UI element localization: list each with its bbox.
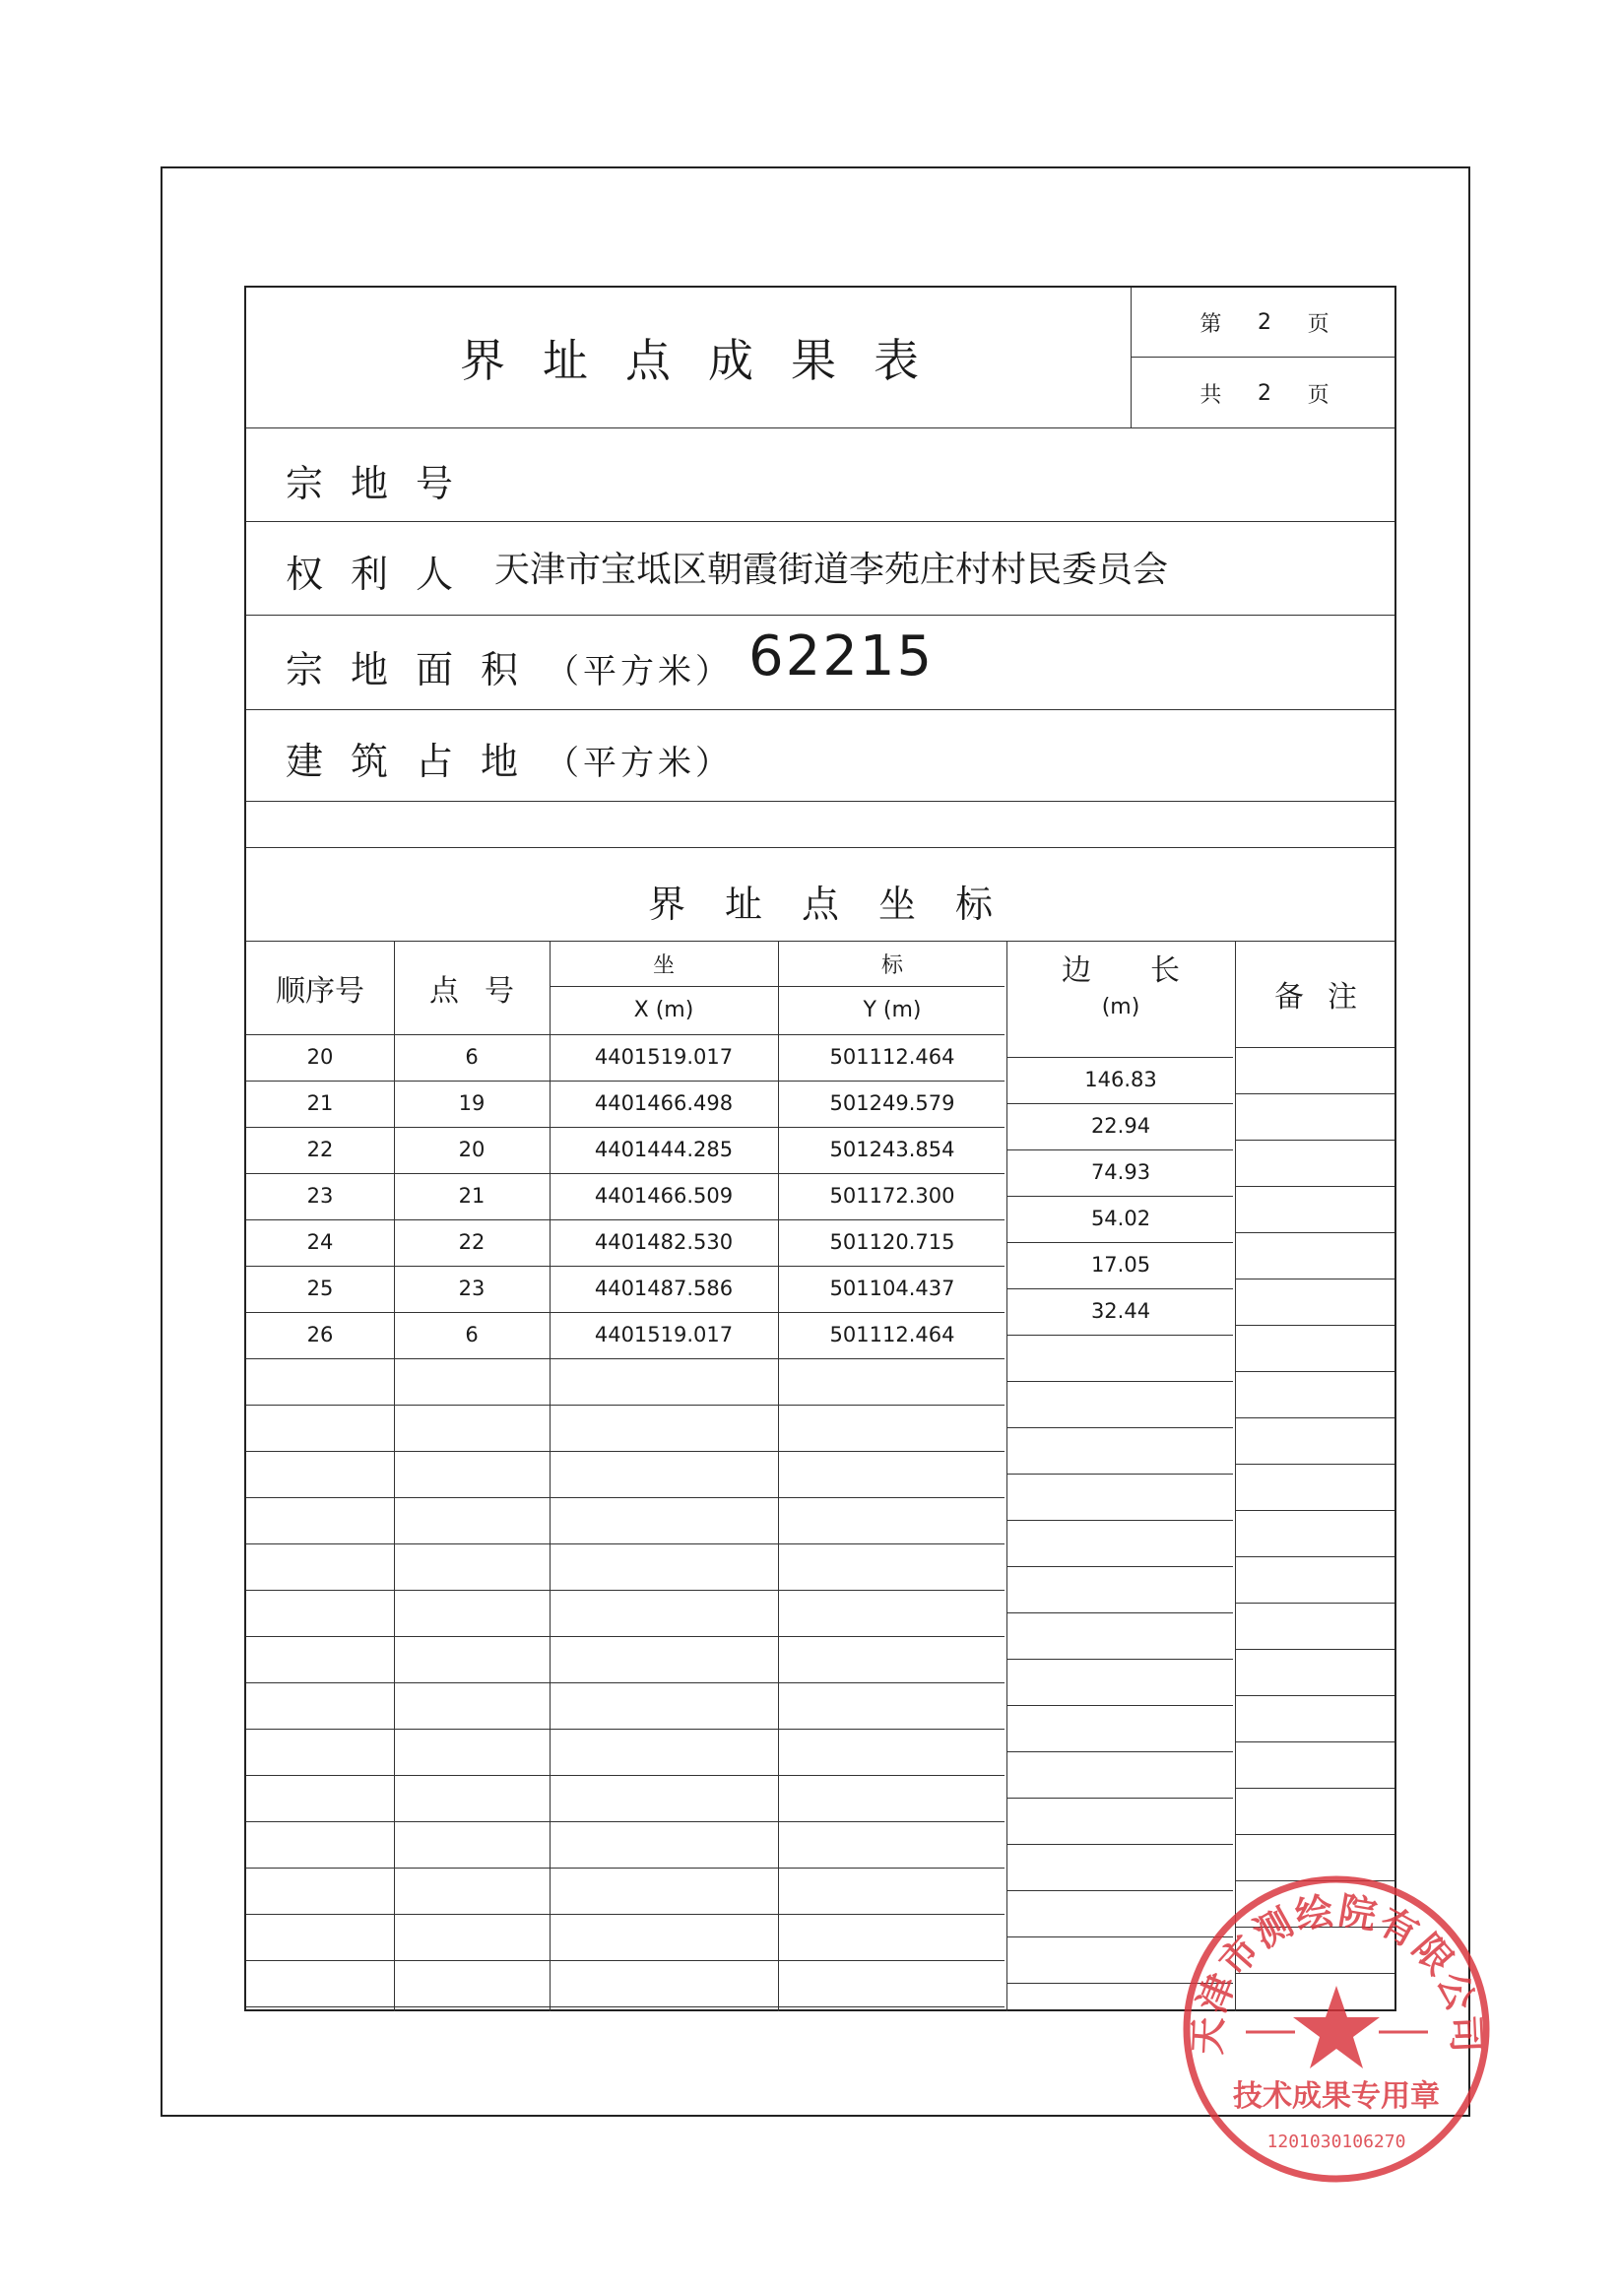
page-total-prefix: 共: [1200, 382, 1222, 408]
remarks-row-line: [1235, 1788, 1394, 1789]
cell-y: 501243.854: [829, 1138, 955, 1161]
remarks-row-line: [1235, 1093, 1394, 1094]
header-length-bian: 边: [1062, 953, 1091, 988]
cell-y: 501104.437: [829, 1277, 955, 1300]
remarks-row-line: [1235, 1232, 1394, 1233]
page-current: [1133, 288, 1396, 357]
header-seq: 顺序号: [276, 973, 364, 1009]
cell-seq: 23: [306, 1184, 334, 1208]
remarks-row-line: [1235, 1371, 1394, 1372]
header-length-chang: 长: [1150, 953, 1180, 988]
row-line: [246, 1358, 1005, 1359]
remarks-row-line: [1235, 1047, 1394, 1048]
remarks-row-line: [1235, 1186, 1394, 1187]
cell-point: 22: [458, 1230, 486, 1254]
cell-y: 501172.300: [829, 1184, 955, 1208]
page-total-number: 2: [1258, 380, 1271, 406]
page-current-suffix: 页: [1307, 311, 1329, 337]
page-current-number: 2: [1258, 309, 1271, 335]
cell-seq: 24: [306, 1230, 334, 1254]
length-row-line: [1006, 1705, 1233, 1706]
seal-code: 1201030106270: [1266, 2132, 1406, 2152]
header-remarks: 备注: [1274, 980, 1381, 1015]
cell-length: 74.93: [1090, 1160, 1151, 1184]
row-line: [246, 1775, 1005, 1776]
row-line: [246, 1914, 1005, 1915]
title-divider: [1131, 288, 1132, 427]
page-box-divider: [1131, 357, 1394, 358]
row-line: [246, 1636, 1005, 1637]
owner-label: 权利人: [286, 553, 482, 596]
cell-y: 501249.579: [829, 1091, 955, 1115]
page-current-prefix: 第: [1200, 311, 1222, 337]
cell-point: 20: [458, 1138, 486, 1161]
cell-x: 4401466.509: [594, 1184, 734, 1208]
cell-point: 23: [458, 1277, 486, 1300]
remarks-row-line: [1235, 1649, 1394, 1650]
length-row-line: [1006, 1659, 1233, 1660]
length-row-line: [1006, 1566, 1233, 1567]
cell-seq: 25: [306, 1277, 334, 1300]
row-divider: [246, 521, 1394, 522]
row-line: [246, 1543, 1005, 1544]
remarks-row-line: [1235, 1464, 1394, 1465]
row-divider: [246, 709, 1394, 710]
remarks-row-line: [1235, 1834, 1394, 1835]
page-total: [1133, 359, 1396, 427]
cell-x: 4401482.530: [594, 1230, 734, 1254]
length-row-line: [1006, 1381, 1233, 1382]
header-x: X (m): [633, 998, 694, 1022]
length-row-line: [1006, 1474, 1233, 1475]
row-line: [246, 1729, 1005, 1730]
row-line: [246, 1451, 1005, 1452]
length-row-line: [1006, 1751, 1233, 1752]
row-line: [246, 1405, 1005, 1406]
cell-point: 6: [465, 1323, 479, 1346]
row-line: [246, 1868, 1005, 1869]
remarks-row-line: [1235, 1417, 1394, 1418]
company-seal: [1177, 1870, 1497, 2190]
cell-length: 146.83: [1084, 1068, 1157, 1091]
cell-seq: 22: [306, 1138, 334, 1161]
cell-y: 501112.464: [829, 1323, 955, 1346]
cell-x: 4401519.017: [594, 1323, 734, 1346]
header-point: 点号: [429, 973, 540, 1009]
cell-y: 501112.464: [829, 1045, 955, 1069]
cell-seq: 26: [306, 1323, 334, 1346]
cell-x: 4401444.285: [594, 1138, 734, 1161]
length-row-line: [1006, 1335, 1233, 1336]
length-row-line: [1006, 1612, 1233, 1613]
cell-seq: 21: [306, 1091, 334, 1115]
area-label-group: [286, 639, 733, 693]
area-unit: （平方米）: [546, 652, 734, 691]
cell-y: 501120.715: [829, 1230, 955, 1254]
area-value: 62215: [748, 624, 935, 689]
building-label-group: [286, 731, 733, 785]
row-line: [246, 1821, 1005, 1822]
length-row-line: [1006, 1427, 1233, 1428]
remarks-row-line: [1235, 1695, 1394, 1696]
cell-x: 4401487.586: [594, 1277, 734, 1300]
row-divider: [246, 427, 1394, 428]
coord-section-title: 界址点坐标: [647, 883, 1032, 926]
parcel-no-label: 宗地号: [286, 462, 482, 505]
header-coord-divider: [550, 986, 1005, 987]
remarks-row-line: [1235, 1325, 1394, 1326]
header-y: Y (m): [863, 998, 922, 1022]
cell-point: 6: [465, 1045, 479, 1069]
row-line: [246, 1590, 1005, 1591]
seal-company-text: 天津市测绘院有限公司: [1185, 1888, 1489, 2056]
boundary-point-form: [244, 286, 1396, 2011]
owner-value: 天津市宝坻区朝霞街道李苑庄村村民委员会: [494, 550, 1169, 590]
page-total-suffix: 页: [1307, 382, 1329, 408]
header-coord-zuo: 坐: [652, 952, 675, 978]
row-line: [246, 1960, 1005, 1961]
form-title: 界址点成果表: [460, 334, 956, 387]
cell-seq: 20: [306, 1045, 334, 1069]
cell-length: 17.05: [1090, 1253, 1151, 1277]
header-length-unit: (m): [1101, 994, 1140, 1019]
row-line: [246, 1682, 1005, 1683]
cell-x: 4401466.498: [594, 1091, 734, 1115]
cell-x: 4401519.017: [594, 1045, 734, 1069]
cell-length: 22.94: [1090, 1114, 1151, 1138]
remarks-row-line: [1235, 1510, 1394, 1511]
row-divider: [246, 615, 1394, 616]
remarks-row-line: [1235, 1556, 1394, 1557]
cell-point: 19: [458, 1091, 486, 1115]
area-label: 宗地面积: [286, 648, 547, 691]
cell-length: 32.44: [1090, 1299, 1151, 1323]
row-divider: [246, 801, 1394, 802]
remarks-row-line: [1235, 1741, 1394, 1742]
row-line: [246, 1497, 1005, 1498]
seal-purpose: 技术成果专用章: [1233, 2079, 1440, 2114]
length-row-line: [1006, 1798, 1233, 1799]
header-coord-biao: 标: [880, 952, 903, 978]
remarks-row-line: [1235, 1140, 1394, 1141]
seal-star-icon: [1293, 1986, 1380, 2068]
building-unit: （平方米）: [546, 744, 734, 783]
row-line: [246, 2006, 1005, 2007]
length-row-line: [1006, 1844, 1233, 1845]
building-label: 建筑占地: [286, 740, 547, 783]
column-divider: [1235, 941, 1236, 2011]
remarks-row-line: [1235, 1603, 1394, 1604]
length-row-line: [1006, 1520, 1233, 1521]
row-divider: [246, 847, 1394, 848]
cell-length: 54.02: [1090, 1207, 1151, 1230]
cell-point: 21: [458, 1184, 486, 1208]
header-length: [1006, 946, 1235, 989]
